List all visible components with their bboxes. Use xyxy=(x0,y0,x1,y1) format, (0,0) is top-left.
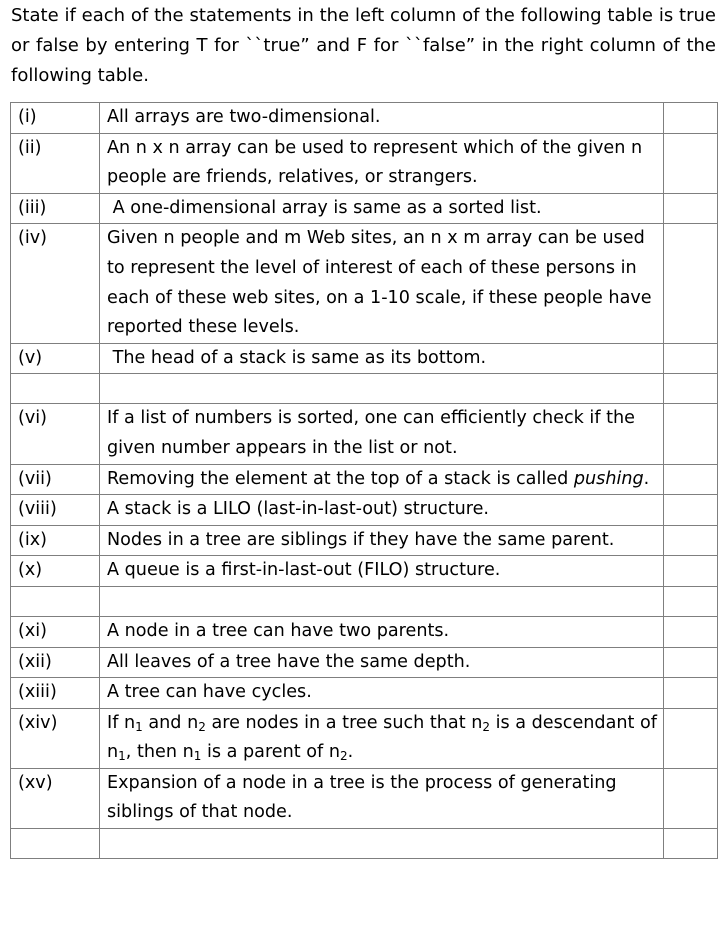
answer-cell[interactable] xyxy=(664,224,718,343)
table-row-blank xyxy=(11,374,718,404)
table-row xyxy=(11,678,718,709)
row-number: (vi) xyxy=(11,404,100,464)
subscript: 2 xyxy=(482,719,490,734)
answer-cell[interactable] xyxy=(664,678,718,709)
statement-text: An n x n array can be used to represent which of the given n people are friends, relatives, or strangers. xyxy=(100,133,664,193)
answer-cell[interactable] xyxy=(664,374,718,404)
statement-part: is a parent of n xyxy=(201,742,340,763)
row-number xyxy=(11,586,100,616)
answer-value[interactable] xyxy=(664,134,717,163)
statement-text: All leaves of a tree have the same depth. xyxy=(100,647,664,678)
answer-value[interactable] xyxy=(664,495,717,524)
answer-cell[interactable] xyxy=(664,464,718,495)
table-row xyxy=(11,193,718,224)
statement-text xyxy=(100,708,664,768)
statement-part: Removing the element at the top of a stack is called xyxy=(107,468,574,489)
statement-part: , then n xyxy=(125,742,194,763)
statement-part: and n xyxy=(142,712,199,733)
table-row xyxy=(11,556,718,587)
statement-text: Nodes in a tree are siblings if they have the same parent. xyxy=(100,525,664,556)
row-number xyxy=(11,829,100,859)
answer-value[interactable] xyxy=(664,344,717,373)
answer-value[interactable] xyxy=(664,224,717,253)
answer-value[interactable] xyxy=(664,709,717,738)
statement-text: A node in a tree can have two parents. xyxy=(100,616,664,647)
statement-text: Given n people and m Web sites, an n x m array can be used to represent the level of interest of each of these persons in each of these web sites, on a 1-10 scale, if these people have reported these levels. xyxy=(100,224,664,343)
statement-text: A one-dimensional array is same as a sorted list. xyxy=(100,193,664,224)
answer-value[interactable] xyxy=(664,617,717,646)
answer-value[interactable] xyxy=(664,648,717,677)
row-number: (viii) xyxy=(11,495,100,526)
answer-value[interactable] xyxy=(664,829,717,858)
table-row xyxy=(11,224,718,343)
row-number xyxy=(11,374,100,404)
answer-cell[interactable] xyxy=(664,708,718,768)
statement-text xyxy=(100,374,664,404)
answer-cell[interactable] xyxy=(664,343,718,374)
table-row xyxy=(11,133,718,193)
answer-cell[interactable] xyxy=(664,103,718,134)
statement-text: Expansion of a node in a tree is the process of generating siblings of that node. xyxy=(100,768,664,828)
statement-part: . xyxy=(347,742,354,763)
row-number: (i) xyxy=(11,103,100,134)
answer-value[interactable] xyxy=(664,526,717,555)
statement-text xyxy=(100,464,664,495)
answer-value[interactable] xyxy=(664,194,717,223)
statement-text: The head of a stack is same as its bottom. xyxy=(100,343,664,374)
row-number: (iii) xyxy=(11,193,100,224)
answer-value[interactable] xyxy=(664,103,717,132)
row-number: (iv) xyxy=(11,224,100,343)
table-row xyxy=(11,647,718,678)
table-row xyxy=(11,708,718,768)
answer-cell[interactable] xyxy=(664,133,718,193)
row-number: (vii) xyxy=(11,464,100,495)
statement-text: If a list of numbers is sorted, one can efficiently check if the given number appears in the list or not. xyxy=(100,404,664,464)
row-number: (xiii) xyxy=(11,678,100,709)
table-row xyxy=(11,464,718,495)
table-row xyxy=(11,768,718,828)
table-row-blank xyxy=(11,829,718,859)
statement-text: All arrays are two-dimensional. xyxy=(100,103,664,134)
row-number: (xi) xyxy=(11,616,100,647)
row-number: (xv) xyxy=(11,768,100,828)
answer-cell[interactable] xyxy=(664,525,718,556)
answer-value[interactable] xyxy=(664,769,717,798)
answer-cell[interactable] xyxy=(664,768,718,828)
row-number: (v) xyxy=(11,343,100,374)
statement-text: A stack is a LILO (last-in-last-out) structure. xyxy=(100,495,664,526)
statement-text: A queue is a first-in-last-out (FILO) structure. xyxy=(100,556,664,587)
statement-part: . xyxy=(643,468,650,489)
table-row xyxy=(11,103,718,134)
answer-cell[interactable] xyxy=(664,495,718,526)
answer-cell[interactable] xyxy=(664,586,718,616)
row-number: (xiv) xyxy=(11,708,100,768)
statement-text: A tree can have cycles. xyxy=(100,678,664,709)
answer-cell[interactable] xyxy=(664,404,718,464)
subscript: 2 xyxy=(198,719,206,734)
answer-value[interactable] xyxy=(664,587,717,616)
row-number: (ii) xyxy=(11,133,100,193)
table-row xyxy=(11,495,718,526)
statement-emphasis: pushing xyxy=(573,468,644,489)
answer-value[interactable] xyxy=(664,404,717,433)
answer-cell[interactable] xyxy=(664,647,718,678)
subscript: 2 xyxy=(339,749,348,764)
table-row-blank xyxy=(11,586,718,616)
table-row xyxy=(11,343,718,374)
table-row xyxy=(11,404,718,464)
statement-part: If n xyxy=(107,712,136,733)
true-false-table xyxy=(10,102,718,859)
answer-value[interactable] xyxy=(664,374,717,403)
table-row xyxy=(11,525,718,556)
statement-text xyxy=(100,586,664,616)
row-number: (x) xyxy=(11,556,100,587)
row-number: (ix) xyxy=(11,525,100,556)
statement-text xyxy=(100,829,664,859)
answer-cell[interactable] xyxy=(664,616,718,647)
statement-part: are nodes in a tree such that n xyxy=(205,712,483,733)
statement-part: is a descendant of n xyxy=(107,712,657,763)
row-number: (xii) xyxy=(11,647,100,678)
answer-cell[interactable] xyxy=(664,829,718,859)
table-row xyxy=(11,616,718,647)
subscript: 1 xyxy=(135,719,143,734)
answer-cell[interactable] xyxy=(664,556,718,587)
answer-cell[interactable] xyxy=(664,193,718,224)
instructions-paragraph: State if each of the statements in the left column of the following table is true or false by entering T for ``true” and F for ``false” in the right column of the following table. xyxy=(11,5,716,86)
subscript: 1 xyxy=(193,749,202,764)
answer-value[interactable] xyxy=(664,556,717,585)
subscript: 1 xyxy=(118,749,126,764)
answer-value[interactable] xyxy=(664,678,717,707)
answer-value[interactable] xyxy=(664,465,717,494)
